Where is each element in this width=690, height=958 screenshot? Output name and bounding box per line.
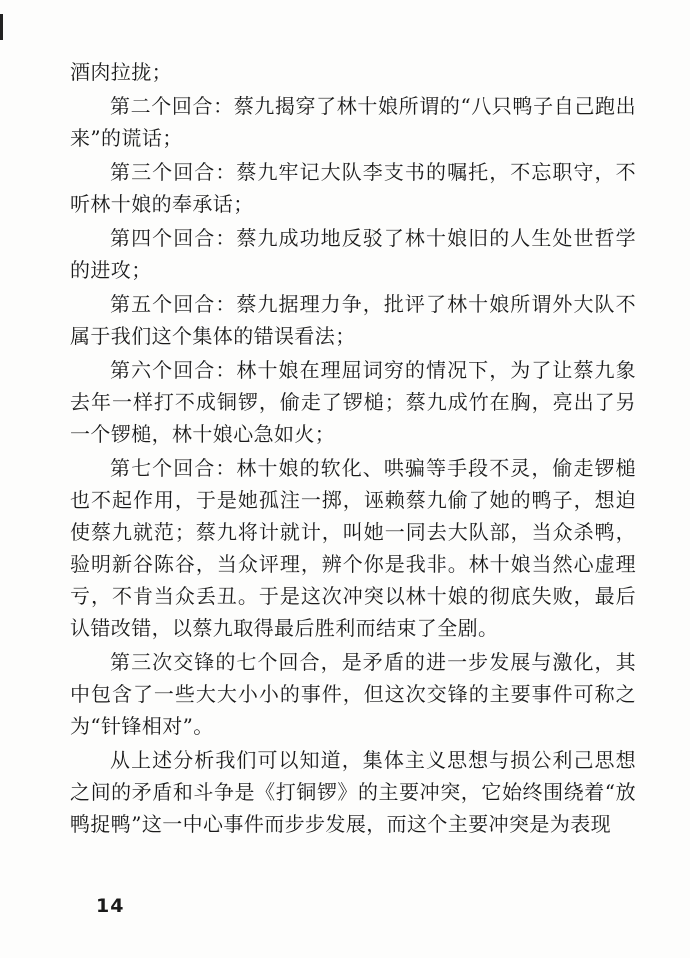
paragraph-2: 第二个回合：蔡九揭穿了林十娘所谓的“八只鸭子自己跑出来”的谎话； [70,94,636,150]
scan-edge-mark [0,14,3,40]
paragraph-1: 酒肉拉拢； [70,60,172,84]
paragraph-8: 第三次交锋的七个回合，是矛盾的进一步发展与激化，其中包含了一些大大小小的事件，但这次交锋的主要事件可称之为“针锋相对”。 [70,650,636,738]
paragraph-6: 第六个回合：林十娘在理屈词穷的情况下，为了让蔡九象去年一样打不成铜锣，偷走了锣槌；蔡九成竹在胸，亮出了另一个锣槌，林十娘心急如火； [70,358,636,446]
body-text [70,56,636,840]
paragraph-4: 第四个回合：蔡九成功地反驳了林十娘旧的人生处世哲学的进攻； [70,226,636,282]
paragraph-3: 第三个回合：蔡九牢记大队李支书的嘱托，不忘职守，不听林十娘的奉承话； [70,160,636,216]
paragraph-7: 第七个回合：林十娘的软化、哄骗等手段不灵，偷走锣槌也不起作用，于是她孤注一掷，诬赖蔡九偷了她的鸭子，想迫使蔡九就范；蔡九将计就计，叫她一同去大队部，当众杀鸭，验明新谷陈谷，当众评理，辨个你是我非。林十娘当然心虚理亏，不肯当众丢丑。于是这次冲突以林十娘的彻底失败，最后认错改错，以蔡九取得最后胜利而结束了全剧。 [70,456,636,640]
paragraph-5: 第五个回合：蔡九据理力争，批评了林十娘所谓外大队不属于我们这个集体的错误看法； [70,292,636,348]
paragraph-9: 从上述分析我们可以知道，集体主义思想与损公利己思想之间的矛盾和斗争是《打铜锣》的主要冲突，它始终围绕着“放鸭捉鸭”这一中心事件而步步发展，而这个主要冲突是为表现 [70,748,636,836]
page-number: 14 [96,895,125,917]
